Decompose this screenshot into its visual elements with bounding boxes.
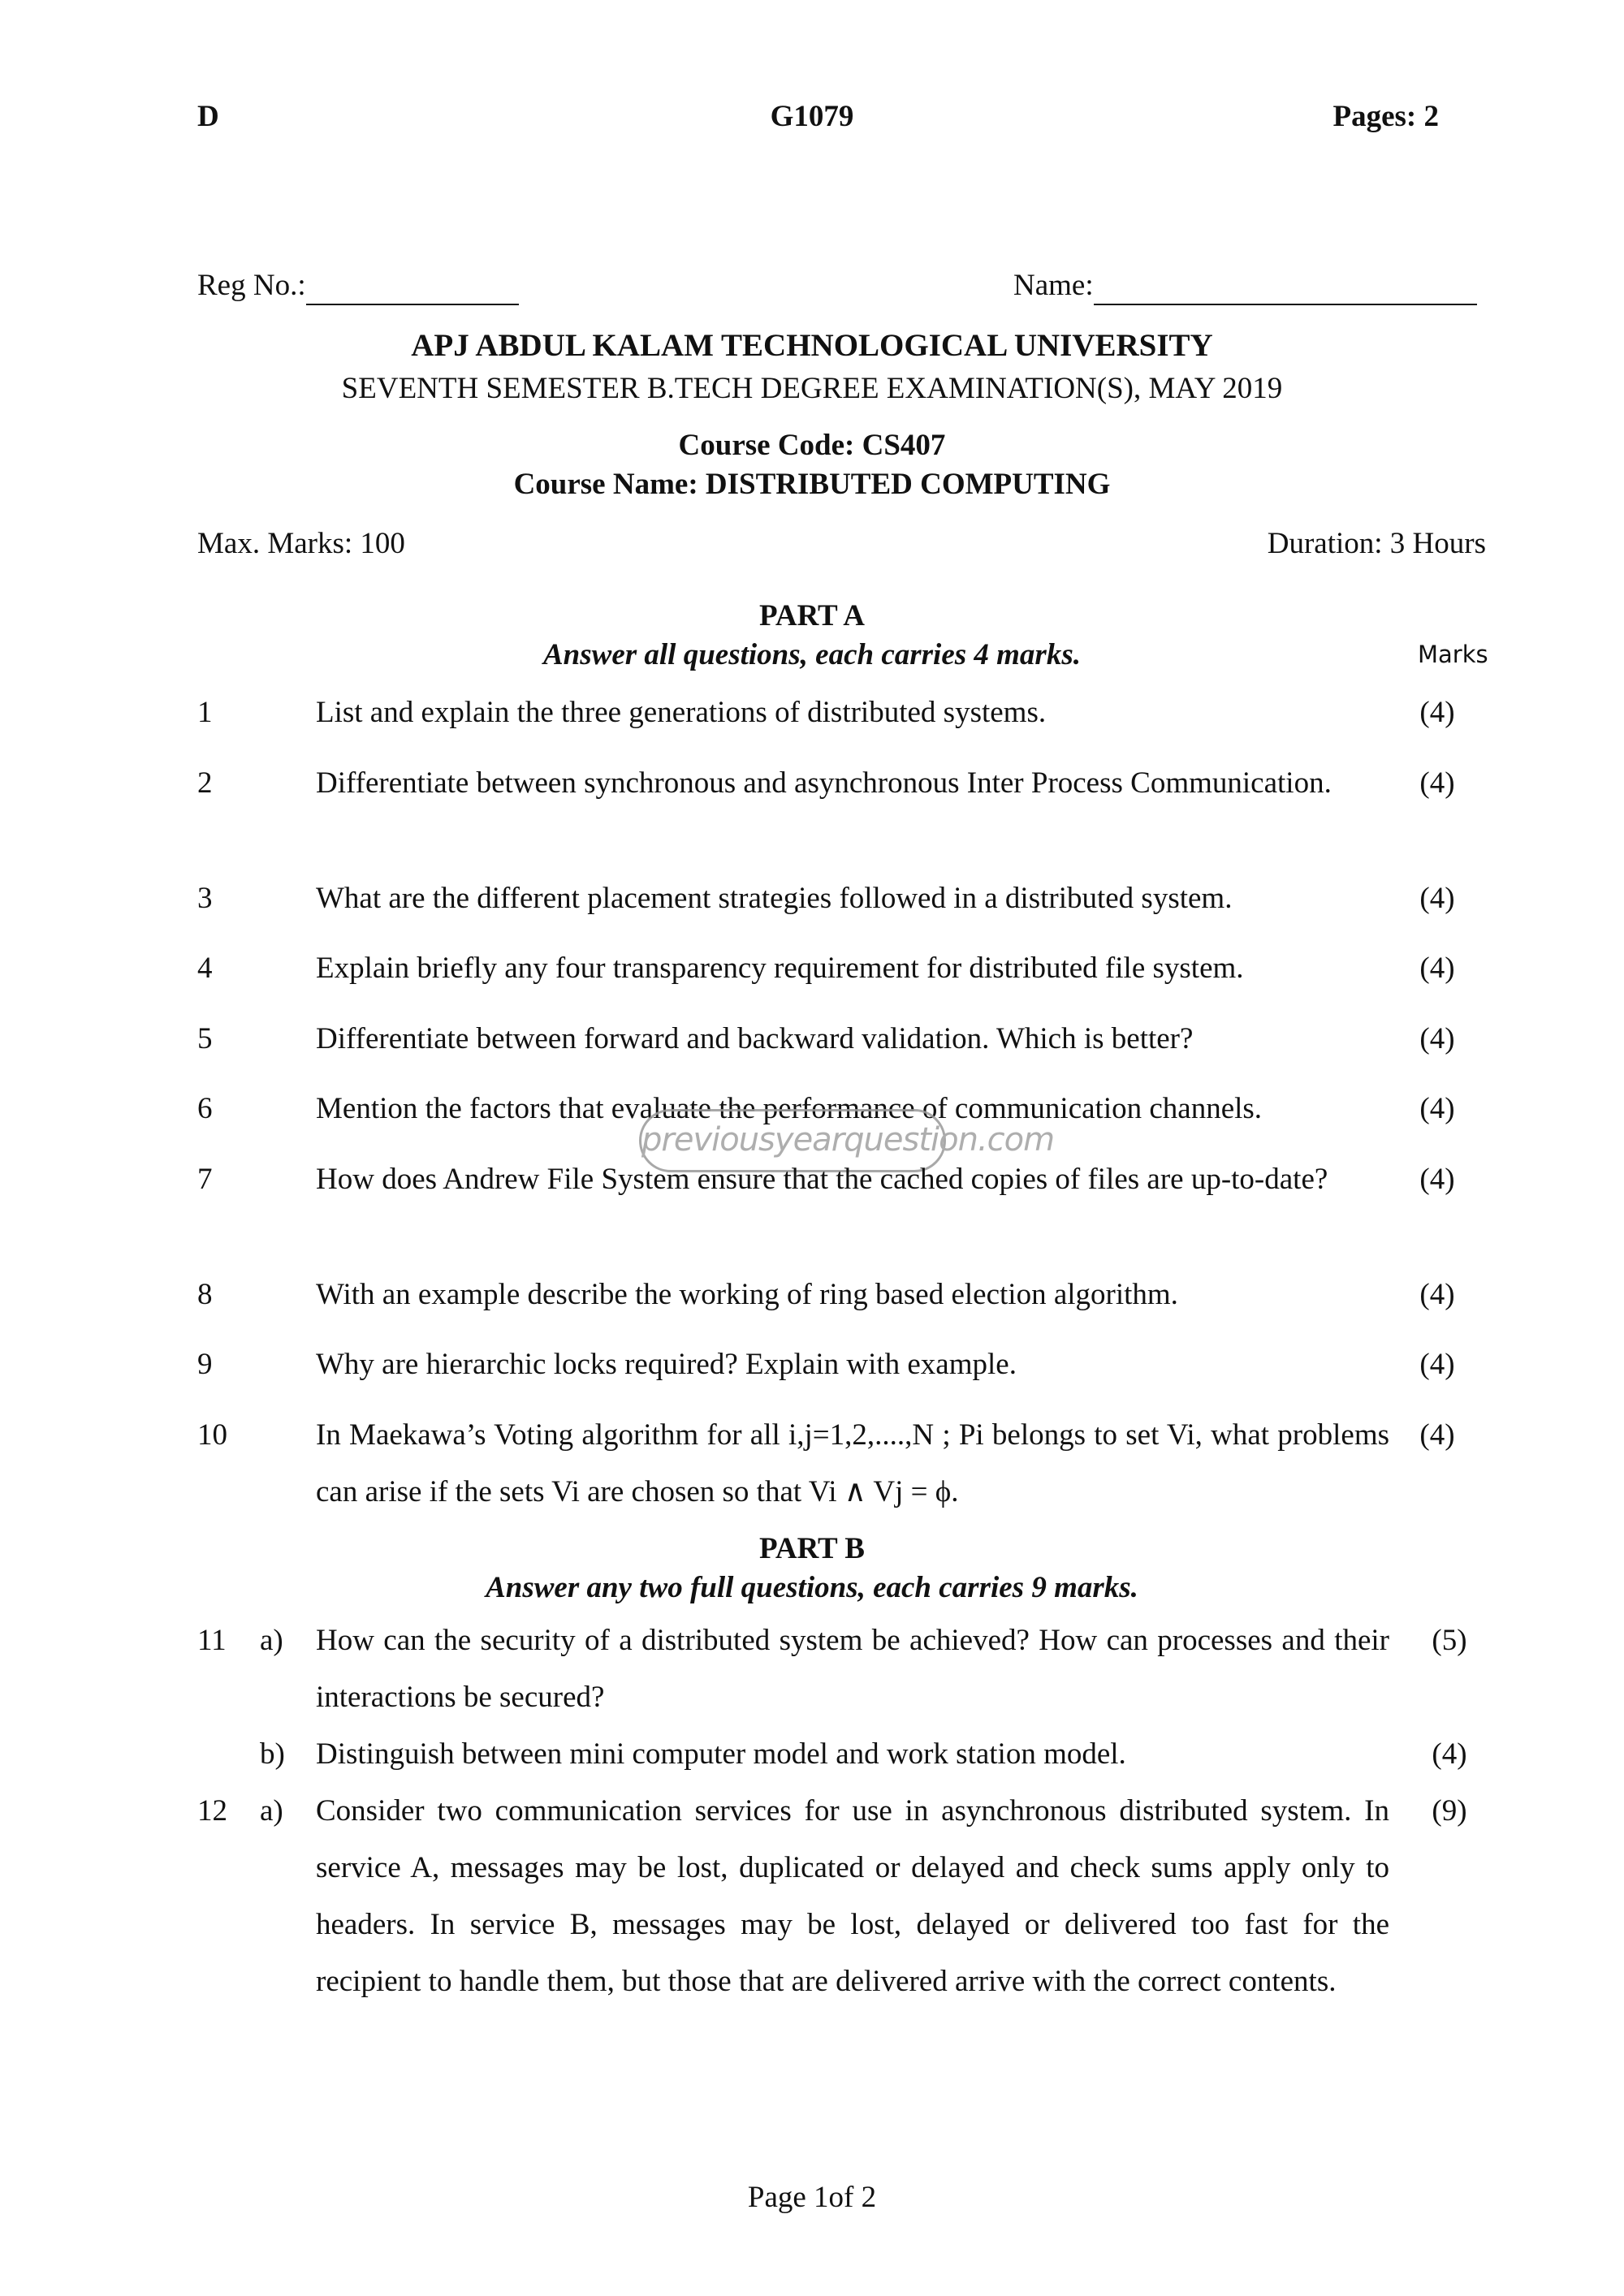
question-row xyxy=(0,1336,1624,1393)
question-text: With an example describe the working of ring based election algorithm. xyxy=(316,1278,1178,1311)
page-count: Pages: 2 xyxy=(1332,100,1439,133)
question-marks: (4) xyxy=(1419,696,1455,729)
part-a-title: PART A xyxy=(759,599,865,632)
question-marks: (4) xyxy=(1419,1418,1455,1452)
question-row xyxy=(0,1407,1624,1508)
part-a-instruction: Answer all questions, each carries 4 marks. xyxy=(543,638,1081,671)
question-number: 9 xyxy=(197,1348,213,1381)
part-b-instruction: Answer any two full questions, each carries 9 marks. xyxy=(486,1571,1138,1604)
course-name-value: DISTRIBUTED COMPUTING xyxy=(705,468,1111,501)
question-text: What are the different placement strategies followed in a distributed system. xyxy=(316,882,1233,915)
question-text: Distinguish between mini computer model and work station model. xyxy=(316,1737,1126,1771)
page-footer: Page 1of 2 xyxy=(747,2181,877,2214)
question-number: 1 xyxy=(197,696,213,729)
reg-no-field xyxy=(197,268,519,305)
question-row xyxy=(0,1612,1624,1714)
watermark-logo: previousyearquestion.com xyxy=(639,1109,946,1172)
question-text: Differentiate between forward and backward validation. Which is better? xyxy=(316,1022,1194,1055)
paper-code: G1079 xyxy=(770,100,854,133)
paper-series: D xyxy=(197,100,219,133)
question-marks: (4) xyxy=(1419,766,1455,800)
question-text: Differentiate between synchronous and asynchronous Inter Process Communication. xyxy=(316,766,1332,800)
max-marks: Max. Marks: 100 xyxy=(197,527,405,560)
question-number: 7 xyxy=(197,1163,213,1196)
question-number: 5 xyxy=(197,1022,213,1055)
question-row xyxy=(0,1011,1624,1068)
name-label: Name: xyxy=(1013,269,1094,302)
name-line xyxy=(1094,268,1477,305)
question-text: How can the security of a distributed system be achieved? How can processes and their interactions be secured? xyxy=(316,1624,1389,1714)
question-text: How does Andrew File System ensure that the cached copies of files are up-to-date? xyxy=(316,1163,1328,1196)
course-name xyxy=(0,467,1624,503)
question-text: Explain briefly any four transparency requirement for distributed file system. xyxy=(316,952,1244,985)
question-marks: (4) xyxy=(1432,1737,1467,1771)
question-row xyxy=(0,940,1624,997)
question-number: 6 xyxy=(197,1092,213,1125)
course-code: Course Code: CS407 xyxy=(678,429,946,462)
question-row xyxy=(0,755,1624,812)
reg-no-label: Reg No.: xyxy=(197,269,306,302)
question-row xyxy=(0,1726,1624,1783)
question-text: Mention the factors that evaluate the performance of communication channels. xyxy=(316,1092,1263,1125)
exam-title: SEVENTH SEMESTER B.TECH DEGREE EXAMINATION(S), MAY 2019 xyxy=(341,372,1283,405)
duration: Duration: 3 Hours xyxy=(1267,527,1486,560)
question-text: Why are hierarchic locks required? Explain with example. xyxy=(316,1348,1017,1381)
question-marks: (4) xyxy=(1419,882,1455,915)
question-subpart: a) xyxy=(260,1624,283,1657)
question-number: 3 xyxy=(197,882,213,915)
question-number: 4 xyxy=(197,952,213,985)
question-text: Consider two communication services for use in asynchronous distributed system. In service A, messages may be lost, duplicated or delayed and check sums apply only to headers. In service B, messages may be lost, delayed or delivered too fast for the recipient to handle them, but those that are delivered arrive with the correct contents. xyxy=(316,1794,1389,1998)
question-row xyxy=(0,870,1624,927)
question-number: 8 xyxy=(197,1278,213,1311)
course-name-label: Course Name: xyxy=(513,468,698,501)
question-row xyxy=(0,1783,1624,1998)
question-row xyxy=(0,1267,1624,1323)
question-marks: (4) xyxy=(1419,1092,1455,1125)
name-field xyxy=(1013,268,1477,305)
question-marks: (4) xyxy=(1419,1163,1455,1196)
question-number: 2 xyxy=(197,766,213,800)
question-marks: (4) xyxy=(1419,1348,1455,1381)
question-marks: (4) xyxy=(1419,952,1455,985)
part-b-title: PART B xyxy=(759,1532,865,1565)
university-name: APJ ABDUL KALAM TECHNOLOGICAL UNIVERSITY xyxy=(411,328,1213,363)
question-row xyxy=(0,684,1624,741)
question-number: 10 xyxy=(197,1418,227,1452)
question-number: 12 xyxy=(197,1794,227,1828)
question-marks: (4) xyxy=(1419,1278,1455,1311)
question-marks: (4) xyxy=(1419,1022,1455,1055)
question-marks: (9) xyxy=(1432,1794,1467,1828)
question-text: In Maekawa’s Voting algorithm for all i,j=1,2,....,N ; Pi belongs to set Vi, what problems can arise if the sets Vi are chosen so that Vi ∧ Vj = ϕ. xyxy=(316,1418,1389,1508)
question-number: 11 xyxy=(197,1624,227,1657)
question-subpart: b) xyxy=(260,1737,285,1771)
question-row xyxy=(0,1151,1624,1208)
question-marks: (5) xyxy=(1432,1624,1467,1657)
question-text: List and explain the three generations of distributed systems. xyxy=(316,696,1047,729)
marks-header: Marks xyxy=(1418,641,1488,668)
reg-no-line xyxy=(306,268,519,305)
question-subpart: a) xyxy=(260,1794,283,1828)
